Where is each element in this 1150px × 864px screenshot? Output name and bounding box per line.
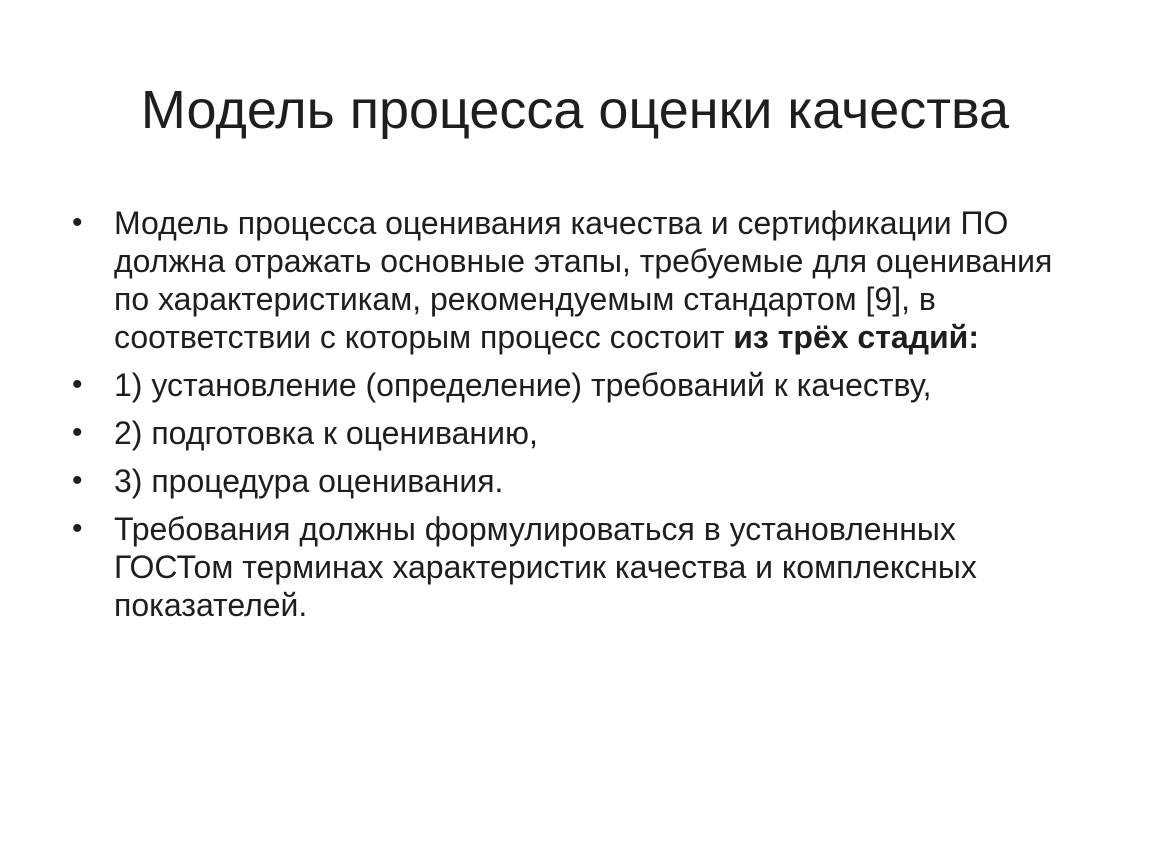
bullet-text: 1) установление (определение) требований к качеству,: [114, 367, 932, 403]
bullet-item: [70, 204, 1080, 356]
bullet-item: [70, 462, 1080, 500]
bullet-icon: •: [72, 416, 83, 449]
bullet-bold-text: из трёх стадий:: [733, 319, 979, 355]
bullet-icon: •: [72, 368, 83, 401]
bullet-text: Требования должны формулироваться в установленных ГОСТом терминах характеристик качества и комплексных показателей.: [114, 511, 977, 623]
bullet-list: [70, 204, 1080, 634]
bullet-item: [70, 510, 1080, 624]
bullet-item: [70, 366, 1080, 404]
bullet-icon: •: [72, 464, 83, 497]
bullet-icon: •: [72, 512, 83, 545]
slide-title: Модель процесса оценки качества: [140, 80, 1010, 140]
bullet-text: 3) процедура оценивания.: [114, 463, 504, 499]
bullet-text: Модель процесса оценивания качества и сертификации ПО должна отражать основные этапы, требуемые для оценивания по характеристикам, рекомендуемым стандартом [9], в соответствии с которым процесс состоит: [114, 205, 1053, 355]
bullet-item: [70, 414, 1080, 452]
bullet-icon: •: [72, 206, 83, 239]
bullet-text: 2) подготовка к оцениванию,: [114, 415, 538, 451]
